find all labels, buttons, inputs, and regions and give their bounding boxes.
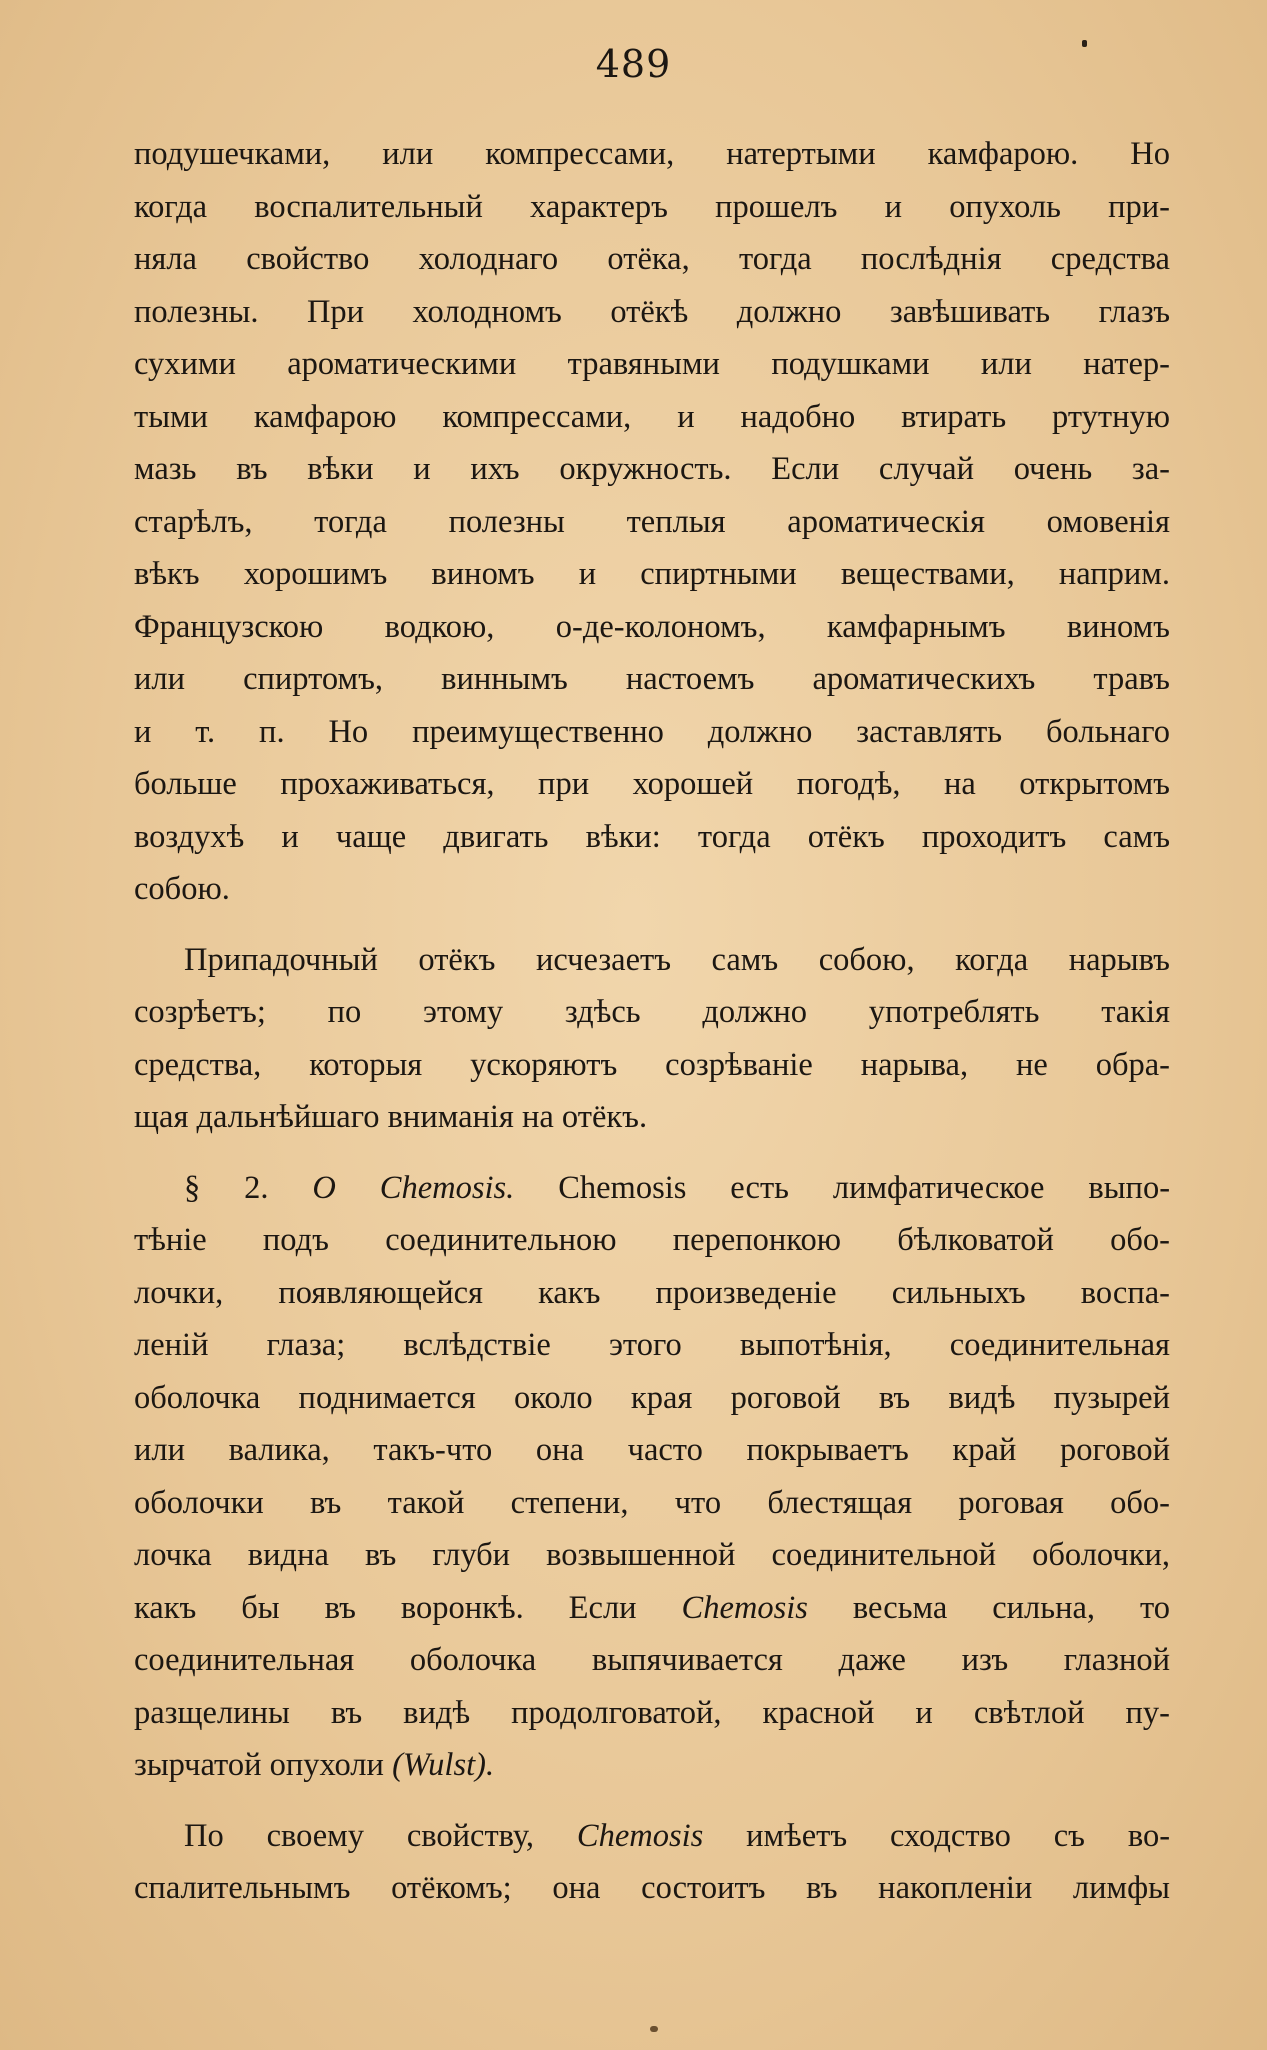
- text-fragment: Chemosis есть лимфатическое выпо-: [558, 1169, 1171, 1206]
- text-line: лочки, появляющейся какъ произведеніе сильныхъ воспа-: [134, 1274, 1170, 1311]
- text-line: или валика, такъ-что она часто покрываетъ край роговой: [134, 1432, 1170, 1468]
- paragraph-2: [134, 934, 1170, 1144]
- text-line: мазь въ вѣки и ихъ окружность. Если случай очень за-: [134, 451, 1170, 487]
- text-fragment: По своему свойству,: [184, 1817, 535, 1854]
- text-line: средства, которыя ускоряютъ созрѣваніе нарыва, не обра-: [134, 1046, 1170, 1083]
- italic-term: Chemosis: [576, 1817, 704, 1854]
- text-line: разщелины въ видѣ продолговатой, красной и свѣтлой пу-: [134, 1694, 1170, 1731]
- text-line: [134, 1162, 1170, 1215]
- text-line: Припадочный отёкъ исчезаетъ самъ собою, когда нарывъ: [184, 941, 1170, 978]
- text-fragment: весьма сильна, то: [852, 1589, 1171, 1626]
- text-line: старѣлъ, тогда полезны теплыя ароматическія омовенія: [134, 503, 1170, 540]
- paragraph-1: [134, 128, 1170, 916]
- paragraph-4: [134, 1810, 1170, 1915]
- text-line: лочка видна въ глуби возвышенной соединительной оболочки,: [134, 1537, 1170, 1573]
- text-line: спалительнымъ отёкомъ; она состоитъ въ накопленіи лимфы: [134, 1870, 1170, 1906]
- section-title: О Chemosis.: [312, 1169, 515, 1206]
- text-line: созрѣетъ; по этому здѣсь должно употреблять такія: [134, 994, 1170, 1030]
- text-fragment: какъ бы въ воронкѣ. Если: [134, 1589, 637, 1626]
- text-line: [134, 1810, 1170, 1863]
- body-text: [134, 128, 1170, 1915]
- text-line: соединительная оболочка выпячивается даже изъ глазной: [134, 1642, 1170, 1678]
- text-line: щая дальнѣйшаго вниманія на отёкъ.: [134, 1099, 648, 1135]
- ink-speck: [1082, 40, 1087, 47]
- text-line: или спиртомъ, виннымъ настоемъ ароматическихъ травъ: [134, 661, 1170, 697]
- text-line: больше прохаживаться, при хорошей погодѣ, на открытомъ: [134, 766, 1170, 802]
- text-line: тыми камфарою компрессами, и надобно втирать ртутную: [134, 398, 1170, 435]
- text-line: вѣкъ хорошимъ виномъ и спиртными веществами, наприм.: [134, 556, 1170, 592]
- text-line: оболочки въ такой степени, что блестящая роговая обо-: [134, 1484, 1170, 1521]
- text-line: сухими ароматическими травяными подушками или натер-: [134, 346, 1170, 382]
- text-line: воздухѣ и чаще двигать вѣки: тогда отёкъ проходитъ самъ: [134, 818, 1170, 855]
- italic-term: Chemosis: [681, 1589, 808, 1626]
- text-line: [134, 1739, 1170, 1792]
- text-line: подушечками, или компрессами, натертыми камфарою. Но: [134, 136, 1170, 172]
- section-mark: § 2.: [184, 1169, 269, 1206]
- text-line: леній глаза; вслѣдствіе этого выпотѣнія, соединительная: [134, 1327, 1170, 1363]
- text-line: Французскою водкою, о-де-колономъ, камфарнымъ виномъ: [134, 608, 1170, 645]
- section-2: [134, 1162, 1170, 1792]
- text-line: и т. п. Но преимущественно должно заставлять больнаго: [134, 713, 1170, 750]
- text-line: няла свойство холоднаго отёка, тогда послѣднія средства: [134, 241, 1170, 277]
- text-line: оболочка поднимается около края роговой въ видѣ пузырей: [134, 1379, 1170, 1416]
- page-number: 489: [595, 42, 672, 86]
- text-line: тѣніе подъ соединительною перепонкою бѣлковатой обо-: [134, 1222, 1170, 1258]
- text-fragment: имѣетъ сходство съ во-: [746, 1817, 1171, 1854]
- text-line: когда воспалительный характеръ прошелъ и опухоль при-: [134, 188, 1170, 225]
- ink-speck: [650, 2026, 658, 2032]
- text-line: [134, 1582, 1170, 1635]
- text-line: собою.: [134, 871, 230, 907]
- italic-term: (Wulst).: [392, 1747, 495, 1783]
- text-line: полезны. При холодномъ отёкѣ должно завѣшивать глазъ: [134, 293, 1170, 330]
- text-fragment: зырчатой опухоли: [134, 1747, 384, 1783]
